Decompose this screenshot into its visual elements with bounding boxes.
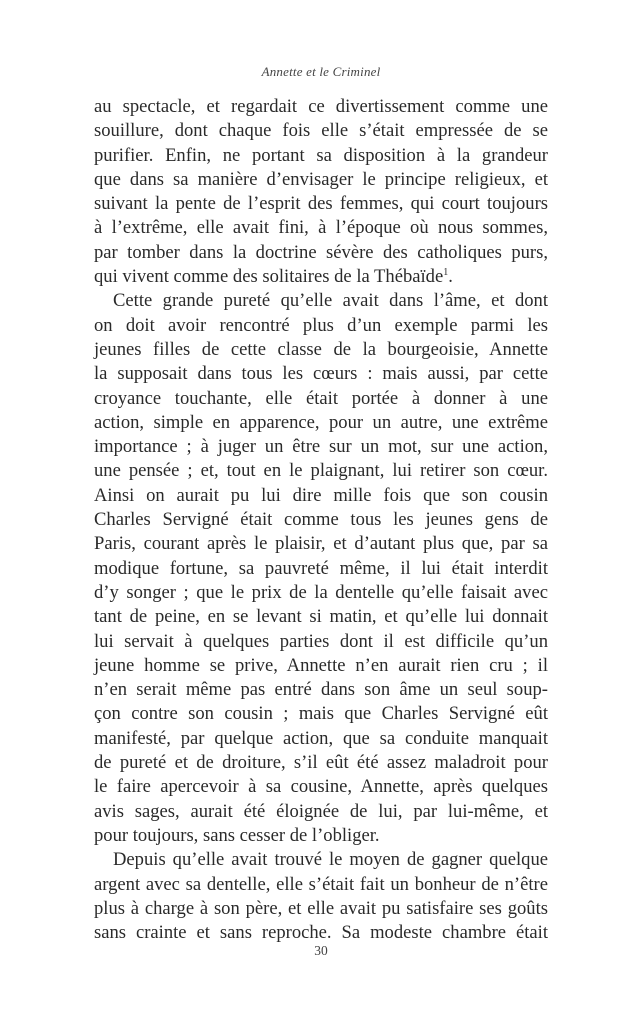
text-line: la supposait dans tous les cœurs : mais aussi, par cette [94, 363, 548, 385]
text-line: on doit avoir rencontré plus d’un exemple parmi les [94, 314, 548, 336]
text-line: avis sages, aurait été éloignée de lui, par lui-même, et [94, 800, 548, 822]
text-line: jeunes filles de cette classe de la bourgeoisie, Annette [94, 338, 548, 360]
text-line: lui servait à quelques parties dont il est difficile qu’un [94, 630, 548, 652]
text-line: à l’extrême, elle avait fini, à l’époque où nous sommes, [94, 217, 548, 239]
footnote-marker: 1 [443, 266, 449, 278]
body-text [94, 95, 548, 945]
text-line: jeune homme se prive, Annette n’en aurait rien cru ; il [94, 654, 548, 676]
text-line: de pureté et de droiture, s’il eût été assez maladroit pour [94, 752, 548, 774]
text-line: modique fortune, sa pauvreté même, il lui était interdit [94, 557, 548, 579]
text-line: croyance touchante, elle était portée à donner à une [94, 387, 548, 409]
text-line: au spectacle, et regardait ce divertissement comme une [94, 96, 548, 117]
text-line: importance ; à juger un être sur un mot, sur une action, [94, 436, 548, 458]
text-line: çon contre son cousin ; mais que Charles Servigné eût [94, 703, 548, 725]
text-line: le faire apercevoir à sa cousine, Annette, après quelques [94, 776, 548, 798]
text-line: manifesté, par quelque action, que sa conduite manquait [94, 727, 548, 749]
text-line: plus à charge à son père, et elle avait pu satisfaire ses goûts [94, 897, 548, 919]
running-head: Annette et le Criminel [261, 64, 381, 79]
text-line: Depuis qu’elle avait trouvé le moyen de gagner quelque [113, 849, 548, 871]
text-line: souillure, dont chaque fois elle s’était empressée de se [94, 120, 548, 142]
text-line-content: qui vivent comme des solitaires de la Thébaïde [94, 266, 444, 288]
text-line: Ainsi on aurait pu lui dire mille fois que son cousin [94, 484, 548, 506]
text-line: tant de peine, en se levant si matin, et qu’elle lui donnait [94, 606, 548, 628]
text-line: une pensée ; et, tout en le plaignant, lui retirer son cœur. [94, 460, 548, 482]
text-line: Cette grande pureté qu’elle avait dans l’âme, et dont [113, 290, 548, 312]
text-line: par tomber dans la doctrine sévère des catholiques purs, [94, 241, 548, 263]
text-line: action, simple en apparence, pour un autre, une extrême [94, 411, 548, 433]
text-line: purifier. Enfin, ne portant sa disposition à la grandeur [94, 144, 548, 166]
text-line: d’y songer ; que le prix de la dentelle qu’elle faisait avec [94, 581, 548, 603]
paragraph [94, 95, 548, 289]
text-line: sans crainte et sans reproche. Sa modeste chambre était [94, 922, 548, 944]
text-line: n’en serait même pas entré dans son âme un seul soup- [94, 679, 548, 701]
text-line: Charles Servigné était comme tous les jeunes gens de [94, 509, 548, 531]
text-line: argent avec sa dentelle, elle s’était fait un bonheur de n’être [94, 873, 548, 895]
paragraph [94, 289, 548, 848]
text-line: que dans sa manière d’envisager le principe religieux, et [94, 168, 548, 190]
page-number: 30 [314, 943, 328, 958]
text-line: Paris, courant après le plaisir, et d’autant plus que, par sa [94, 533, 548, 555]
text-line: qui vivent comme des solitaires de la Thébaïde$^1$. [94, 266, 453, 288]
paragraph [94, 848, 548, 945]
text-line: pour toujours, sans cesser de l’obliger. [94, 824, 380, 846]
text-line: suivant la pente de l’esprit des femmes, qui court toujours [94, 193, 548, 215]
